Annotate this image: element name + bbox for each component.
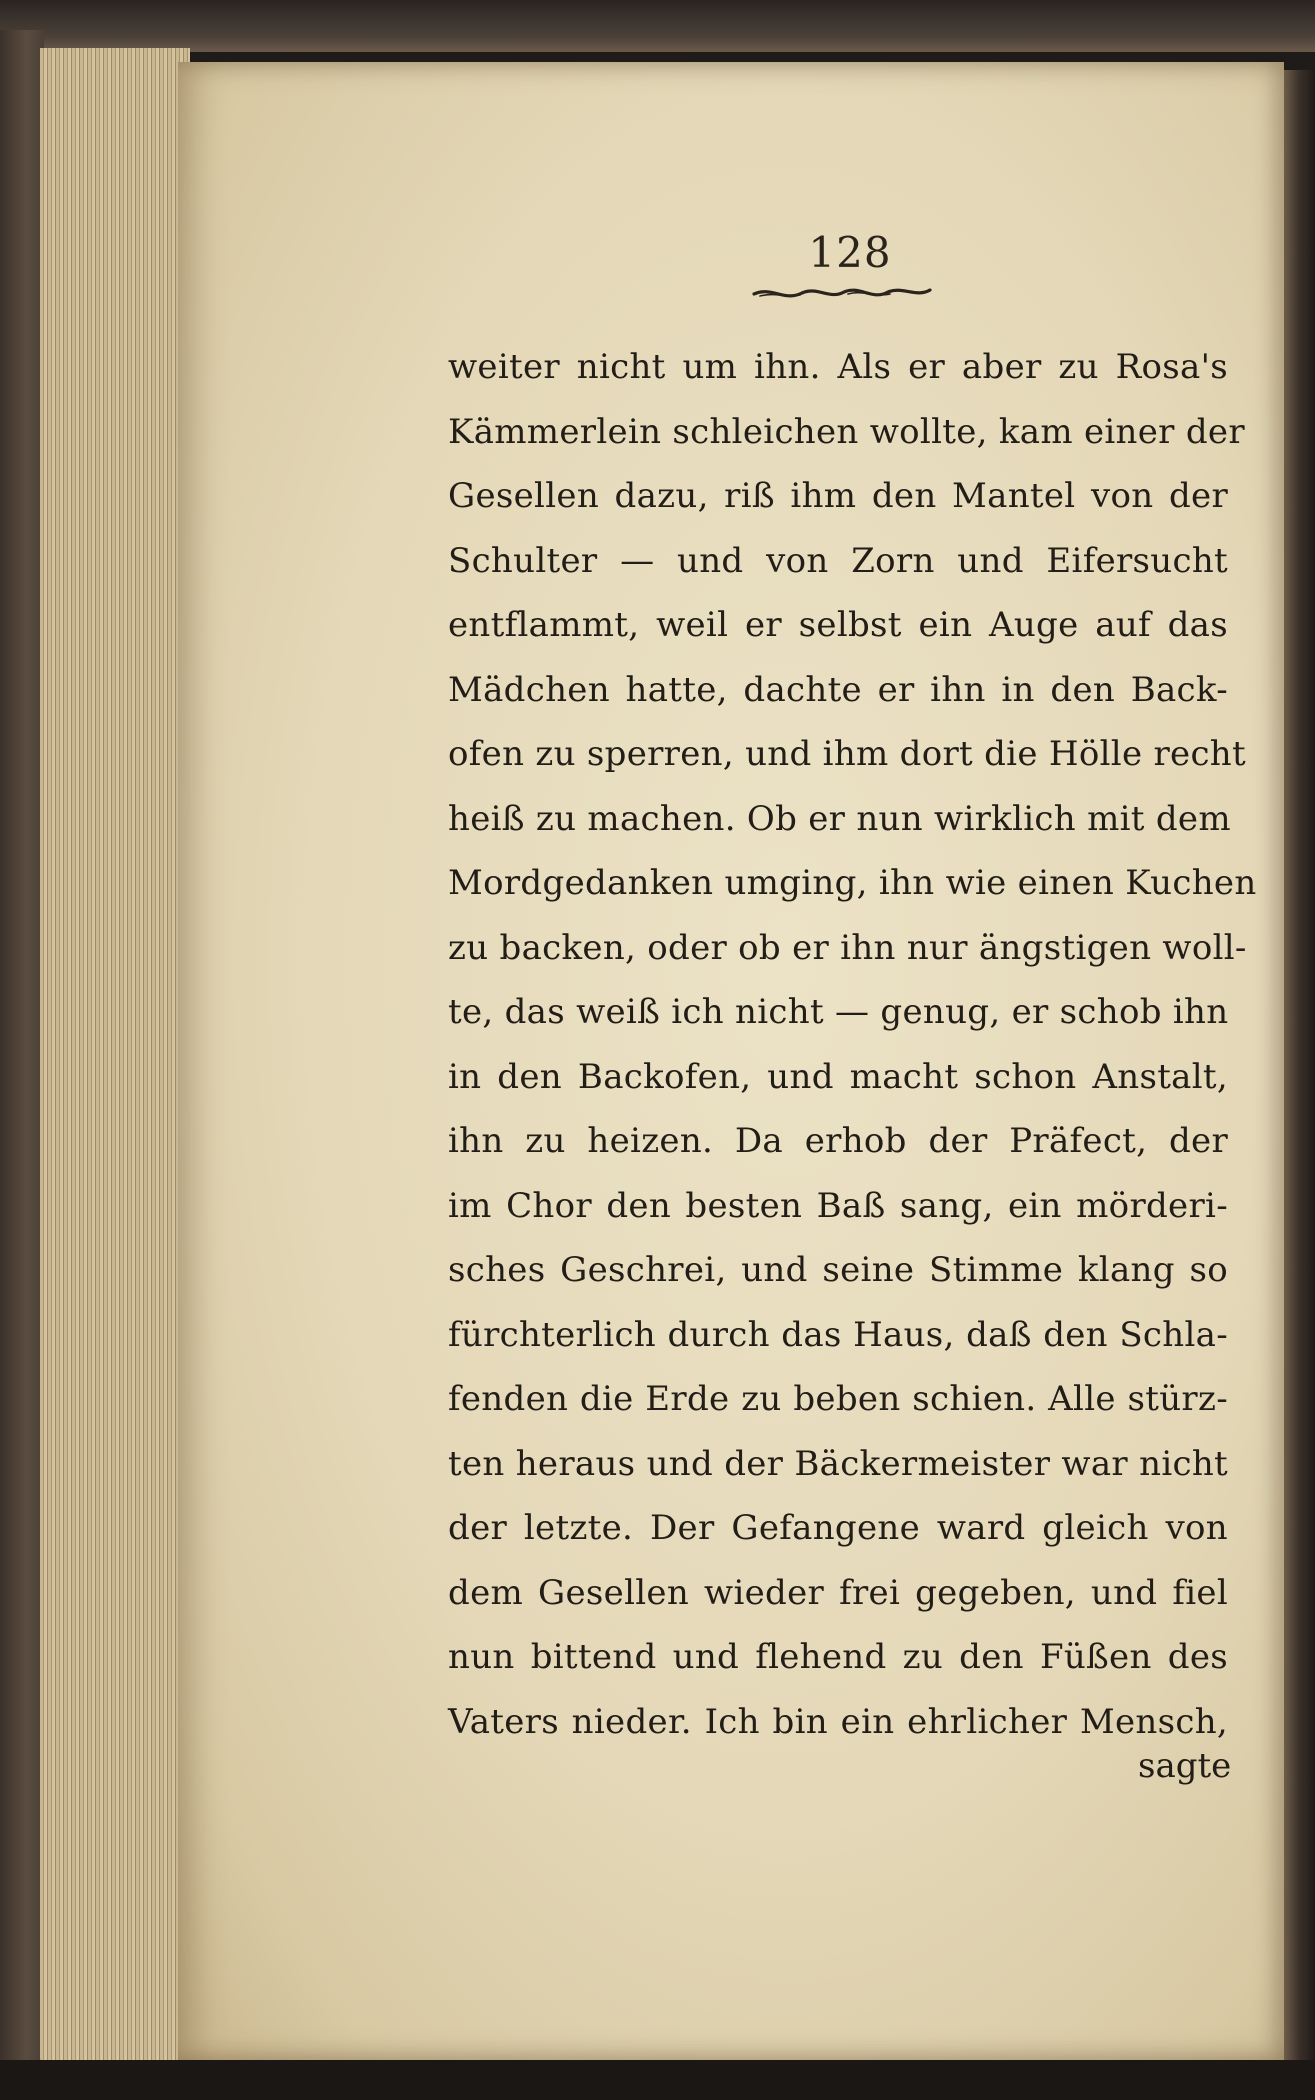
- page-number: 128: [808, 228, 892, 277]
- text-line: heiß zu machen. Ob er nun wirklich mit dem: [448, 798, 1231, 839]
- book-bottom-edge: [0, 2060, 1315, 2100]
- text-line: dem Gesellen wieder frei gegeben, und fiel: [448, 1572, 1228, 1613]
- book-cover-top-edge: [0, 0, 1315, 52]
- text-line: Vaters nieder. Ich bin ein ehrlicher Mensch,: [448, 1701, 1228, 1742]
- text-line: sches Geschrei, und seine Stimme klang so: [448, 1250, 1228, 1290]
- text-line: te, das weiß ich nicht — genug, er schob ihn: [448, 992, 1229, 1032]
- text-line: ten heraus und der Bäckermeister war nicht: [448, 1443, 1228, 1484]
- text-line: Mordgedanken umging, ihn wie einen Kuchen: [448, 863, 1257, 903]
- text-line: fenden die Erde zu beben schien. Alle stürz-: [448, 1379, 1228, 1419]
- text-line: der letzte. Der Gefangene ward gleich von: [448, 1508, 1228, 1548]
- text-line: ofen zu sperren, und ihm dort die Hölle recht: [448, 734, 1246, 774]
- body-text: [448, 335, 1257, 1754]
- right-page-shadow: [1284, 70, 1315, 2060]
- text-line: zu backen, oder ob er ihn nur ängstigen woll-: [448, 927, 1247, 968]
- text-line: in den Backofen, und macht schon Anstalt,: [448, 1056, 1228, 1097]
- text-line: Mädchen hatte, dachte er ihn in den Back-: [448, 669, 1228, 710]
- text-line: Schulter — und von Zorn und Eifersucht: [448, 540, 1228, 581]
- catchword: sagte: [1138, 1746, 1232, 1786]
- text-line: weiter nicht um ihn. Als er aber zu Rosa's: [448, 347, 1228, 387]
- page-edges: [40, 48, 190, 2068]
- text-line: Gesellen dazu, riß ihm den Mantel von der: [448, 476, 1228, 516]
- text-line: ihn zu heizen. Da erhob der Präfect, der: [448, 1121, 1228, 1161]
- text-line: nun bittend und flehend zu den Füßen des: [448, 1637, 1228, 1677]
- book-binding: [0, 30, 44, 2070]
- text-line: fürchterlich durch das Haus, daß den Schla-: [448, 1314, 1228, 1355]
- text-line: Kämmerlein schleichen wollte, kam einer der: [448, 411, 1245, 452]
- ornament-rule: [752, 282, 932, 304]
- text-line: entflammt, weil er selbst ein Auge auf das: [448, 605, 1228, 645]
- text-line: im Chor den besten Baß sang, ein mörderi-: [448, 1185, 1228, 1226]
